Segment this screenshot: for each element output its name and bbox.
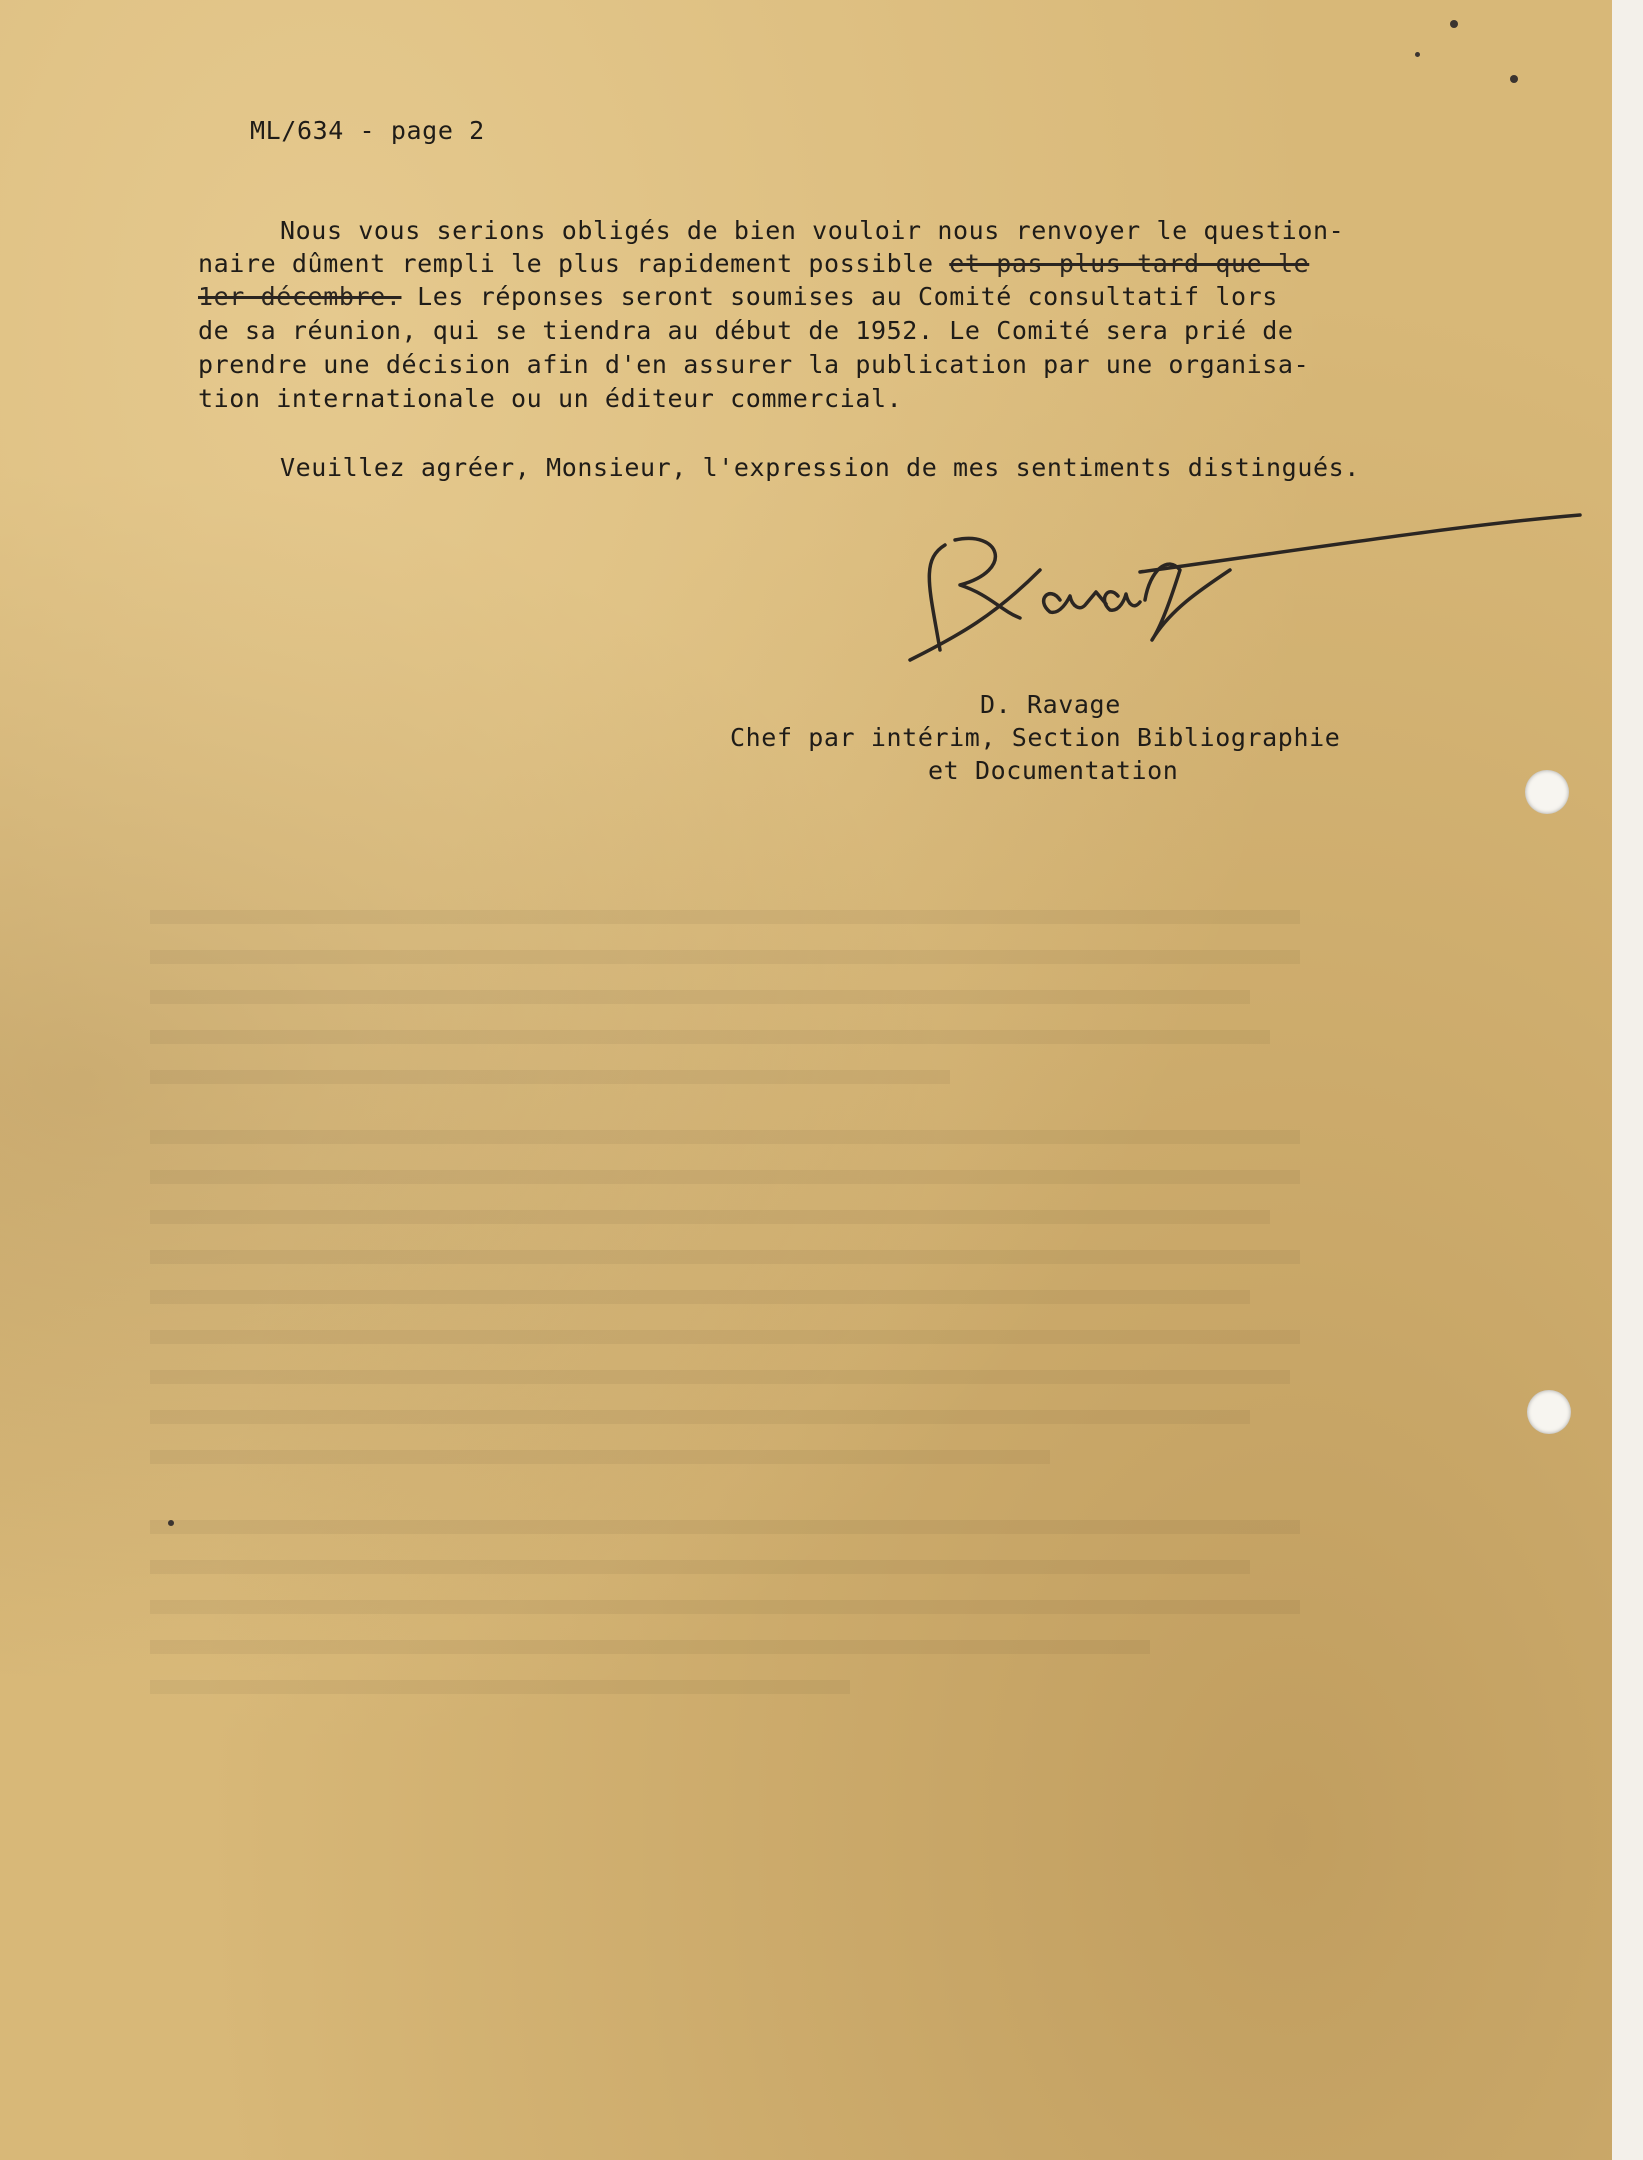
paper-edge	[1612, 0, 1643, 2160]
body-line-3	[198, 284, 1278, 309]
struck-date: 1er décembre.	[198, 282, 402, 311]
body-line-1: Nous vous serions obligés de bien vouloir nous renvoyer le question-	[280, 216, 1345, 245]
ink-speck	[1510, 75, 1518, 83]
show-through-text	[150, 880, 1350, 1780]
body-line-6: tion internationale ou un éditeur commercial.	[198, 384, 903, 413]
signatory-name: D. Ravage	[980, 690, 1121, 719]
signatory-title-2: et Documentation	[928, 756, 1179, 785]
punch-hole-icon	[1527, 1390, 1571, 1434]
body-line-2-text: naire dûment rempli le plus rapidement possible	[198, 249, 950, 278]
signatory-title-1: Chef par intérim, Section Bibliographie	[730, 723, 1341, 752]
page-reference: ML/634 - page 2	[250, 116, 485, 145]
body-line-5: prendre une décision afin d'en assurer la publication par une organisa-	[198, 350, 1310, 379]
body-line-3-text: Les réponses seront soumises au Comité consultatif lors	[401, 282, 1278, 311]
punch-hole-icon	[1525, 770, 1569, 814]
ink-speck	[1415, 52, 1420, 57]
struck-text: et pas plus tard que le	[949, 249, 1310, 278]
ink-speck	[168, 1520, 174, 1526]
ink-speck	[1450, 20, 1458, 28]
closing-line: Veuillez agréer, Monsieur, l'expression de mes sentiments distingués.	[280, 453, 1360, 482]
body-line-2	[198, 251, 1309, 276]
body-line-4: de sa réunion, qui se tiendra au début de 1952. Le Comité sera prié de	[198, 316, 1294, 345]
handwritten-signature-icon	[900, 500, 1600, 680]
